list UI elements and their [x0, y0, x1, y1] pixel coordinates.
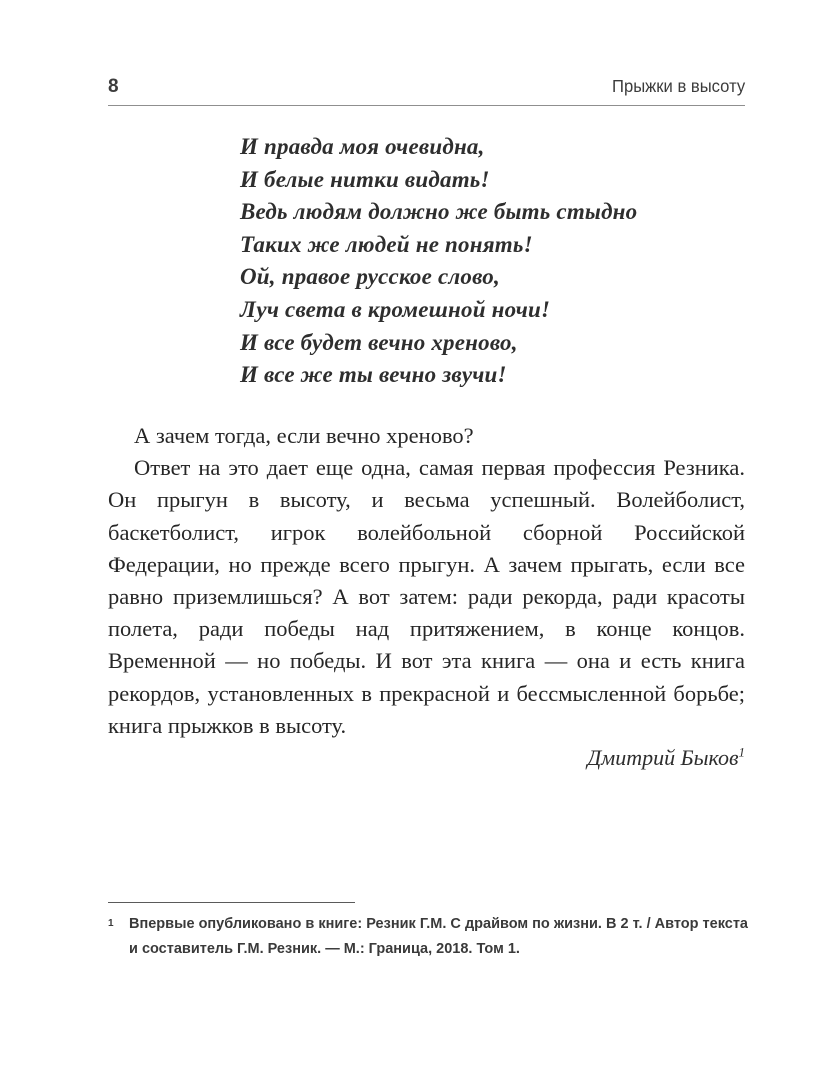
poem-line: И все будет вечно хреново,	[240, 329, 518, 355]
poem-line: И правда моя очевидна,	[240, 134, 485, 159]
footnote-separator	[108, 902, 355, 903]
poem-line: Ой, правое русское слово,	[240, 264, 500, 290]
poem-block	[240, 131, 637, 392]
poem-line: Таких же людей не понять!	[240, 231, 533, 257]
attribution-name: Дмитрий Быков	[587, 745, 739, 771]
poem-line: И все же ты вечно звучи!	[240, 362, 507, 388]
poem-line: Ведь людям должно же быть стыдно	[240, 199, 638, 225]
attribution-note-ref: 1	[738, 744, 745, 760]
attribution	[108, 742, 745, 774]
footnote	[108, 902, 748, 962]
paragraph-question: А зачем тогда, если вечно хреново?	[134, 423, 474, 448]
running-header	[108, 76, 745, 106]
footnote-body	[108, 912, 748, 962]
footnote-marker: 1	[108, 918, 114, 929]
footnote-text: Впервые опубликовано в книге: Резник Г.М. С драйвом по жизни. В 2 т. / Автор текста и составитель Г.М. Резник. — М.: Граница, 2018. Том 1.	[129, 916, 748, 957]
running-title: Прыжки в высоту	[611, 76, 745, 96]
body-text	[108, 420, 745, 774]
paragraph-main: Ответ на это дает еще одна, самая первая профессия Резника. Он прыгун в высоту, и весьма успешный. Волейболист, баскетболист, игрок волейбольной сборной Российской Федерации, но прежде всего прыгун. А зачем прыгать, если все равно приземлишься? А вот затем: ради рекорда, ради красоты полета, ради победы над притяжением, в конце концов. Временной — но победы. И вот эта книга — она и есть книга рекордов, установленных в прекрасной и бессмысленной борьбе; книга прыжков в высоту.	[108, 455, 745, 738]
page-number: 8	[108, 76, 120, 97]
poem-line: Луч света в кромешной ночи!	[240, 296, 551, 322]
poem-line: И белые нитки видать!	[240, 166, 490, 192]
